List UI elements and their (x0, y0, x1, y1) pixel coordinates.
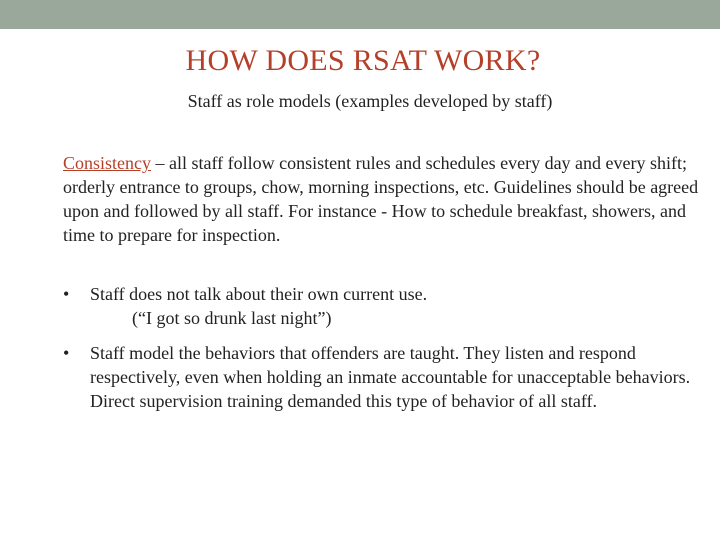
consistency-paragraph (63, 151, 703, 247)
bullet-marker: • (63, 343, 70, 363)
slide-title: HOW DOES RSAT WORK? (185, 44, 541, 77)
bullet-item-2 (63, 341, 703, 413)
bullet-item-1 (63, 282, 703, 330)
slide-subtitle: Staff as role models (examples developed by staff) (187, 91, 553, 111)
bullet-text-1-main: Staff does not talk about their own current use. (90, 284, 428, 304)
consistency-term: Consistency (63, 153, 151, 173)
bullet-text-2: Staff model the behaviors that offenders are taught. They listen and respond respectively, even when holding an inmate accountable for unacceptable behaviors. Direct supervision training demanded this type of behavior of all staff. (90, 343, 691, 411)
bullet-marker: • (63, 284, 70, 304)
bullet-text-1 (90, 282, 703, 330)
consistency-text: – all staff follow consistent rules and schedules every day and every shift; orderly entrance to groups, chow, morning inspections, etc. Guidelines should be agreed upon and followed by all staff. For instance - How to schedule breakfast, showers, and time to prepare for inspection. (63, 153, 699, 245)
bullet-text-1-example: (“I got so drunk last night”) (132, 308, 332, 328)
top-accent-bar (0, 0, 720, 29)
